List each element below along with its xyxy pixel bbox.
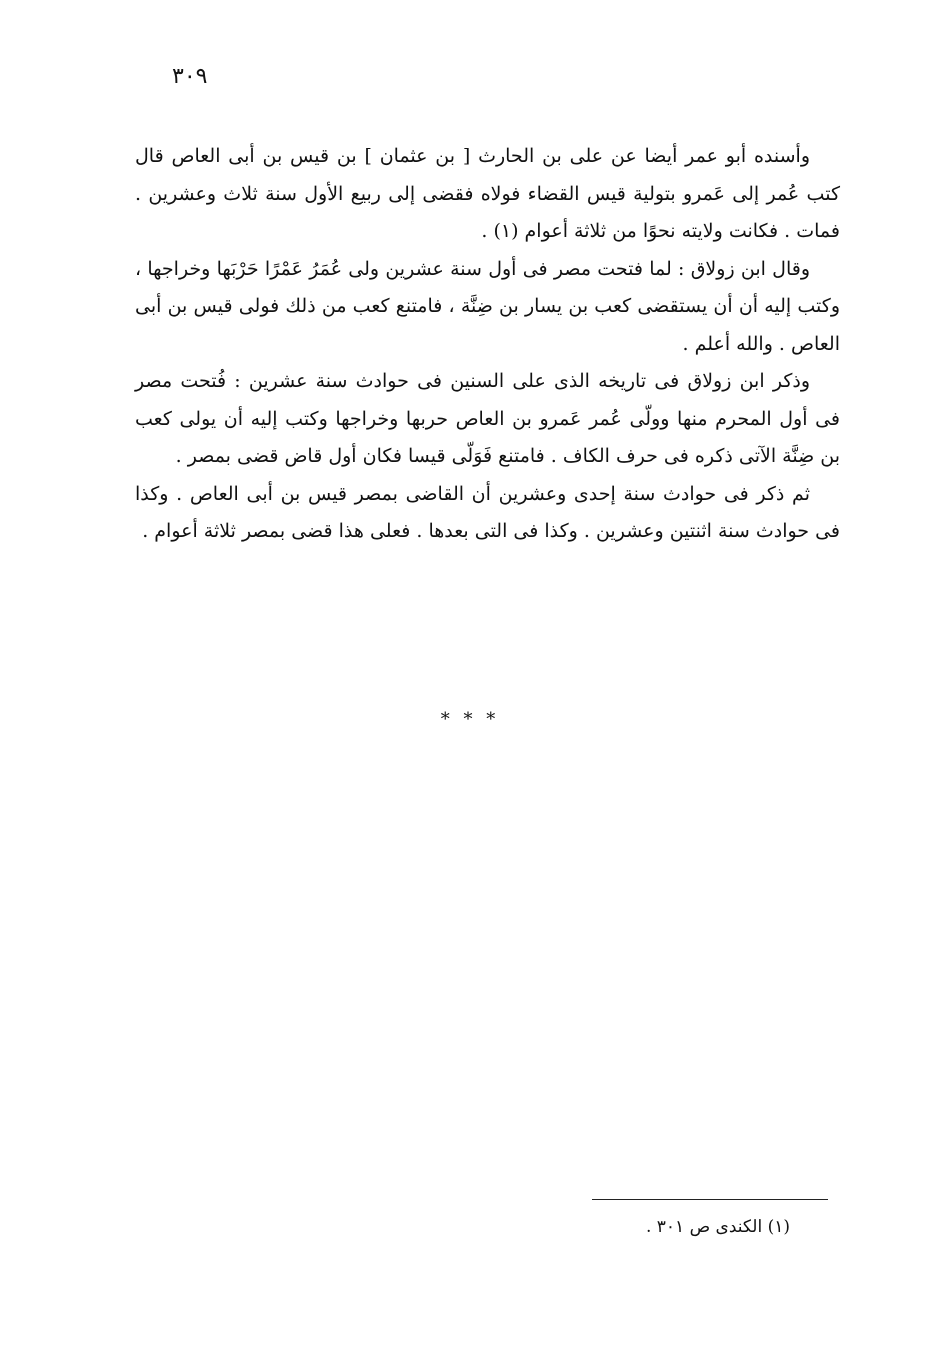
paragraph-4: ثم ذكر فى حوادث سنة إحدى وعشرين أن القاضى بمصر قيس بن أبى العاص . وكذا فى حوادث سنة اثنتين وعشرين . وكذا فى التى بعدها . فعلى هذا قضى بمصر ثلاثة أعوام . — [135, 482, 840, 542]
main-text — [135, 138, 840, 551]
paragraph-3: وذكر ابن زولاق فى تاريخه الذى على السنين فى حوادث سنة عشرين : فُتحت مصر فى أول المحرم منها وولّى عُمر عَمرو بن العاص حربها وخراجها وكتب إليه أن يولى كعب بن ضِنَّة الآتى ذكره فى حرف الكاف . فامتنع فَوَلّى قيسا فكان أول قاض قضى بمصر . — [135, 370, 840, 467]
footnote: (١) الكندى ص ٣٠١ . — [645, 1217, 790, 1237]
paragraph-1: وأسنده أبو عمر أيضا عن على بن الحارث [ بن عثمان ] بن قيس بن أبى العاص قال كتب عُمر إلى عَمرو بتولية قيس القضاء فولاه فقضى إلى ربيع الأول سنة ثلاث وعشرين . فمات . فكانت ولايته نحوًا من ثلاثة أعوام (١) . — [135, 145, 840, 242]
page-number: ٣٠٩ — [172, 64, 208, 89]
paragraph-2: وقال ابن زولاق : لما فتحت مصر فى أول سنة عشرين ولى عُمَرُ عَمْرًا حَرْبَها وخراجها ، وكتب إليه أن أن يستقضى كعب بن يسار بن ضِنَّة ، فامتنع كعب من ذلك فولى قيس بن أبى العاص . والله أعلم . — [135, 257, 840, 355]
section-separator: * * * — [440, 709, 500, 730]
footnote-divider — [592, 1199, 828, 1200]
